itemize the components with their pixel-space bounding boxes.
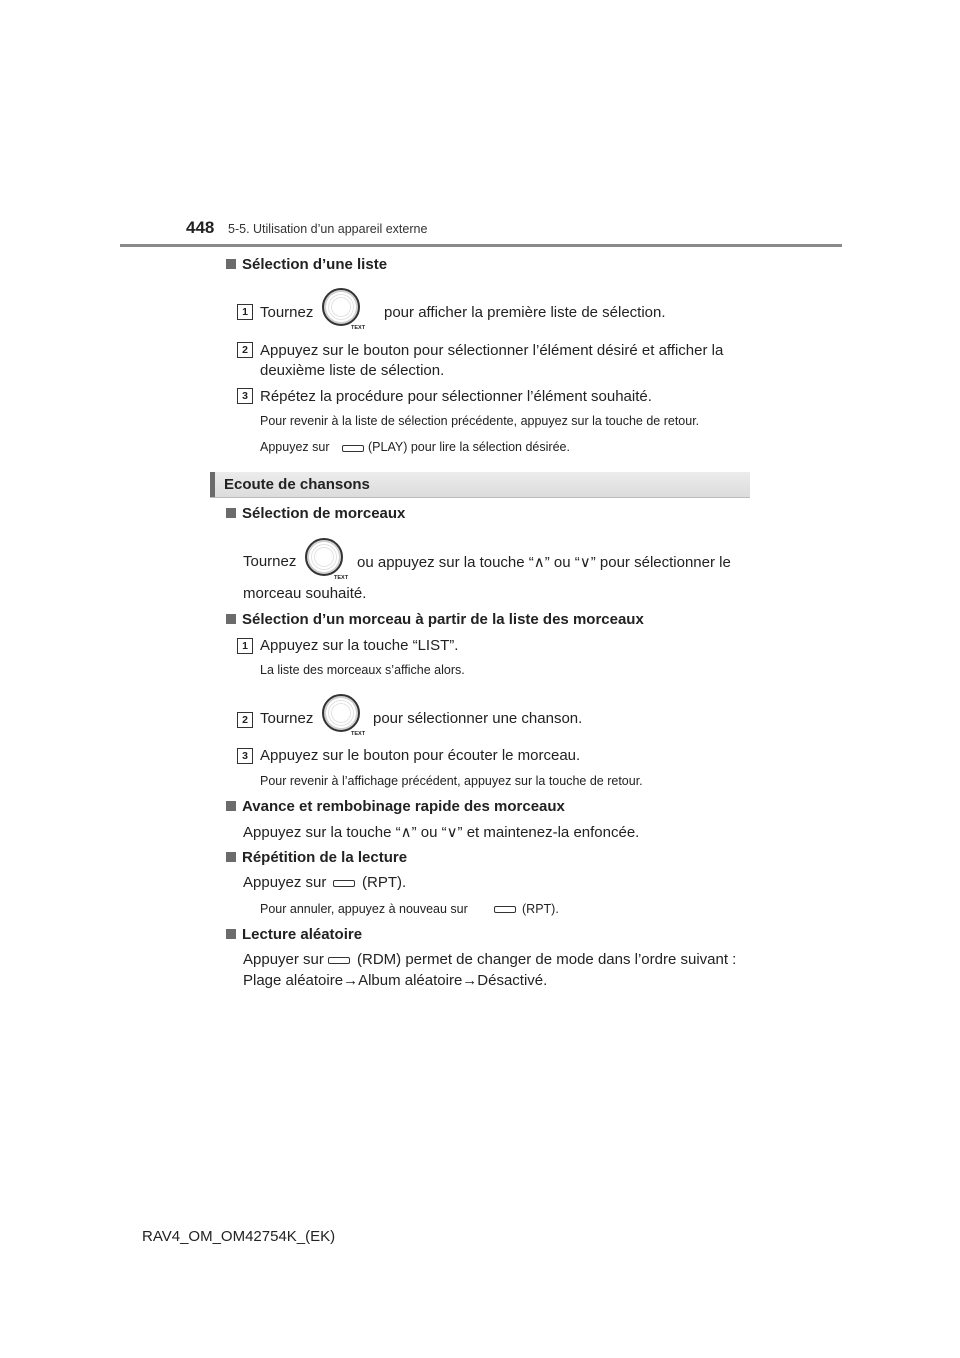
step3-text: Répétez la procédure pour sélectionner l’élément souhaité.: [260, 388, 652, 405]
tune-dial-icon: [322, 288, 360, 326]
step-number-1: 1: [237, 638, 253, 654]
list-step2-text-before: Tournez: [260, 710, 314, 727]
heading-fast-forward-rewind: Avance et rembobinage rapide des morceaux: [226, 798, 565, 815]
heading-track-selection: Sélection de morceaux: [226, 505, 405, 522]
step1-text-before: Tournez: [260, 304, 314, 321]
square-bullet-icon: [226, 614, 236, 624]
repeat-text-before: Appuyez sur: [243, 874, 327, 891]
button-icon: [342, 445, 364, 452]
repeat-text-after: (RPT).: [362, 874, 407, 891]
heading-list-selection: Sélection d’une liste: [226, 256, 387, 273]
document-code-footer: RAV4_OM_OM42754K_(EK): [142, 1228, 336, 1245]
random-text-after: (RDM) permet de changer de mode dans l’ordre suivant :: [357, 951, 737, 968]
list-step3-text: Appuyez sur le bouton pour écouter le morceau.: [260, 747, 581, 764]
track-select-text-line2: morceau souhaité.: [243, 585, 367, 602]
square-bullet-icon: [226, 801, 236, 811]
tune-dial-icon: [322, 694, 360, 732]
dial-text-label: TEXT: [351, 731, 366, 737]
list-step2-text-after: pour sélectionner une chanson.: [373, 710, 583, 727]
repeat-note-after: (RPT).: [522, 902, 559, 916]
ffrew-text: Appuyez sur la touche “∧” ou “∨” et maintenez-la enfoncée.: [243, 824, 640, 841]
button-icon: [333, 880, 355, 887]
tune-dial-icon: [305, 538, 343, 576]
note-list-displayed: La liste des morceaux s’affiche alors.: [260, 663, 465, 677]
step-number-3: 3: [237, 748, 253, 764]
note-play-after: (PLAY) pour lire la sélection désirée.: [368, 440, 570, 454]
note-play-before: Appuyez sur: [260, 440, 330, 454]
note-return-previous-display: Pour revenir à l’affichage précédent, appuyez sur la touche de retour.: [260, 774, 643, 788]
square-bullet-icon: [226, 929, 236, 939]
step2-text-line2: deuxième liste de sélection.: [260, 362, 445, 379]
square-bullet-icon: [226, 508, 236, 518]
random-text-line2: Plage aléatoire→Album aléatoire→Désactivé.: [243, 972, 548, 989]
list-step1-text: Appuyez sur la touche “LIST”.: [260, 637, 459, 654]
track-select-text-after: ou appuyez sur la touche “∧” ou “∨” pour sélectionner le: [357, 554, 731, 571]
track-select-text-before: Tournez: [243, 553, 297, 570]
dial-text-label: TEXT: [334, 575, 349, 581]
dial-text-label: TEXT: [351, 325, 366, 331]
random-text-before: Appuyer sur: [243, 951, 324, 968]
square-bullet-icon: [226, 852, 236, 862]
note-return-previous-list: Pour revenir à la liste de sélection précédente, appuyez sur la touche de retour.: [260, 414, 700, 428]
section-title: 5-5. Utilisation d’un appareil externe: [228, 222, 428, 236]
heading-repeat: Répétition de la lecture: [226, 849, 407, 866]
step-number-3: 3: [237, 388, 253, 404]
step2-text-line1: Appuyez sur le bouton pour sélectionner l’élément désiré et afficher la: [260, 342, 724, 359]
repeat-note-before: Pour annuler, appuyez à nouveau sur: [260, 902, 468, 916]
button-icon: [494, 906, 516, 913]
section-header-title: Ecoute de chansons: [224, 476, 370, 493]
heading-select-from-list: Sélection d’un morceau à partir de la liste des morceaux: [226, 611, 644, 628]
step-number-2: 2: [237, 712, 253, 728]
page-number: 448: [186, 218, 215, 237]
step1-text-after: pour afficher la première liste de sélection.: [384, 304, 666, 321]
step-number-2: 2: [237, 342, 253, 358]
button-icon: [328, 957, 350, 964]
step-number-1: 1: [237, 304, 253, 320]
square-bullet-icon: [226, 259, 236, 269]
section-header-accent: [210, 472, 215, 497]
header-divider: [120, 244, 842, 247]
heading-random-playback: Lecture aléatoire: [226, 926, 362, 943]
